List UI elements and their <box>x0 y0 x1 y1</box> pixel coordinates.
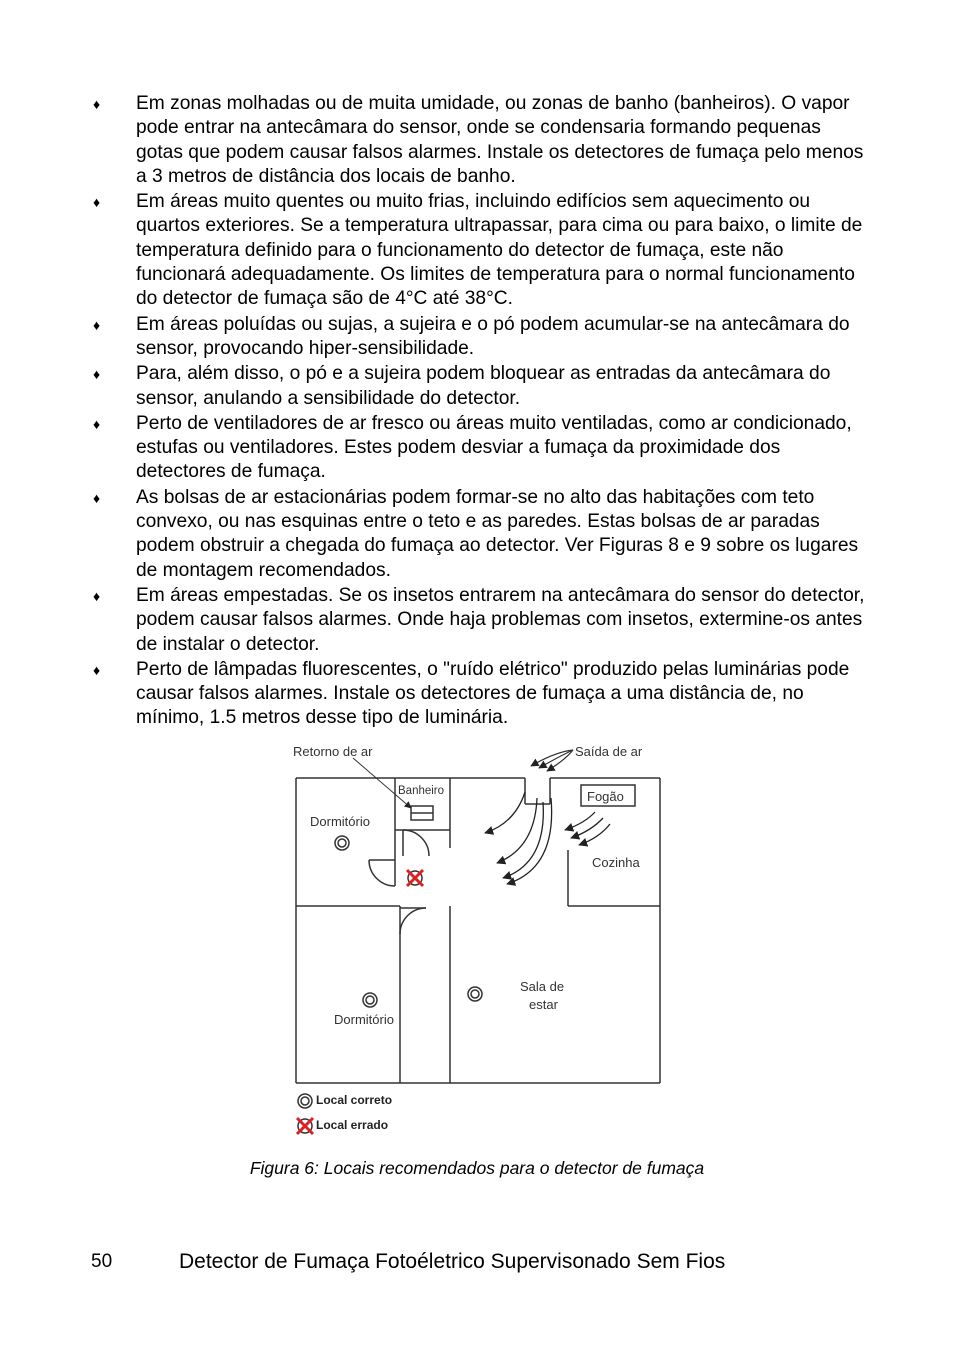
diamond-bullet-icon: ♦ <box>93 194 101 211</box>
bullet-item <box>93 92 873 189</box>
kitchen-label: Cozinha <box>592 855 640 870</box>
diamond-bullet-icon: ♦ <box>93 415 101 432</box>
bullet-item <box>93 486 873 583</box>
figure-caption: Figura 6: Locais recomendados para o detector de fumaça <box>249 1158 705 1178</box>
bullet-item <box>93 584 873 657</box>
diamond-bullet-icon: ♦ <box>93 587 101 604</box>
air-outlet-label: Saída de ar <box>575 744 643 759</box>
legend-correct-label: Local correto <box>316 1093 393 1107</box>
bullet-text: Em áreas poluídas ou sujas, a sujeira e o pó podem acumular-se na antecâmara do sensor, provocando hiper-sensibilidade. <box>136 313 850 359</box>
bullet-text: Em áreas muito quentes ou muito frias, incluindo edifícios sem aquecimento ou quartos exteriores. Se a temperatura ultrapassar, para cima ou para baixo, o limite de temperatura definido para o funcionamento do detector de fumaça, este não funcionará adequadamente. Os limites de temperatura para o normal funcionamento do detector de fumaça são de 4°C até 38°C. <box>136 191 863 310</box>
stove-label: Fogão <box>587 789 624 804</box>
living-room-label-line1: Sala de <box>520 979 565 994</box>
diamond-bullet-icon: ♦ <box>93 489 101 506</box>
bullet-item <box>93 658 873 731</box>
floor-plan-figure <box>285 738 675 1143</box>
diamond-bullet-icon: ♦ <box>93 316 101 333</box>
bullet-text: Em zonas molhadas ou de muita umidade, ou zonas de banho (banheiros). O vapor pode entrar na antecâmara do sensor, onde se condensaria formando pequenas gotas que podem causar falsos alarmes. Instale os detectores de fumaça pelo menos a 3 metros de distância dos locais de banho. <box>136 93 864 187</box>
bullet-text: Perto de lâmpadas fluorescentes, o "ruído elétrico" produzido pelas luminárias pode causar falsos alarmes. Instale os detectores de fumaça a uma distância de, no mínimo, 1.5 metros desse tipo de luminária. <box>136 658 850 729</box>
bullet-text: Em áreas empestadas. Se os insetos entrarem na antecâmara do sensor do detector, podem causar falsos alarmes. Onde haja problemas com insetos, extermine-os antes de instalar o detector. <box>136 584 865 655</box>
bedroom-bottom-label: Dormitório <box>334 1012 394 1027</box>
diamond-bullet-icon: ♦ <box>93 96 101 112</box>
page-number: 50 <box>91 1251 113 1272</box>
bullet-text: As bolsas de ar estacionárias podem formar-se no alto das habitações com teto convexo, ou nas esquinas entre o teto e as paredes. Estas bolsas de ar paradas podem obstruir a chegada do fumaça ao detector. Ver Figuras 8 e 9 sobre os lugares de montagem recomendados. <box>136 486 859 581</box>
bullet-text: Para, além disso, o pó e a sujeira podem bloquear as entradas da antecâmara do sensor, anulando a sensibilidade do detector. <box>136 363 831 409</box>
air-return-label: Retorno de ar <box>293 744 373 759</box>
bullet-item <box>93 362 873 411</box>
bullet-item <box>93 313 873 362</box>
bedroom-top-label: Dormitório <box>310 814 370 829</box>
bathroom-label: Banheiro <box>398 785 445 797</box>
bullet-item <box>93 412 873 485</box>
legend-wrong-label: Local errado <box>316 1118 389 1132</box>
bullet-list <box>93 92 873 732</box>
bullet-item <box>93 190 873 311</box>
living-room-label-line2: estar <box>529 997 558 1012</box>
footer-title: Detector de Fumaça Fotoéletrico Supervisonado Sem Fios <box>179 1250 726 1273</box>
bullet-text: Perto de ventiladores de ar fresco ou áreas muito ventiladas, como ar condicionado, estufas ou ventiladores. Estes podem desviar a fumaça da proximidade dos detectores de fumaça. <box>136 412 852 483</box>
diamond-bullet-icon: ♦ <box>93 366 101 383</box>
diamond-bullet-icon: ♦ <box>93 661 101 678</box>
